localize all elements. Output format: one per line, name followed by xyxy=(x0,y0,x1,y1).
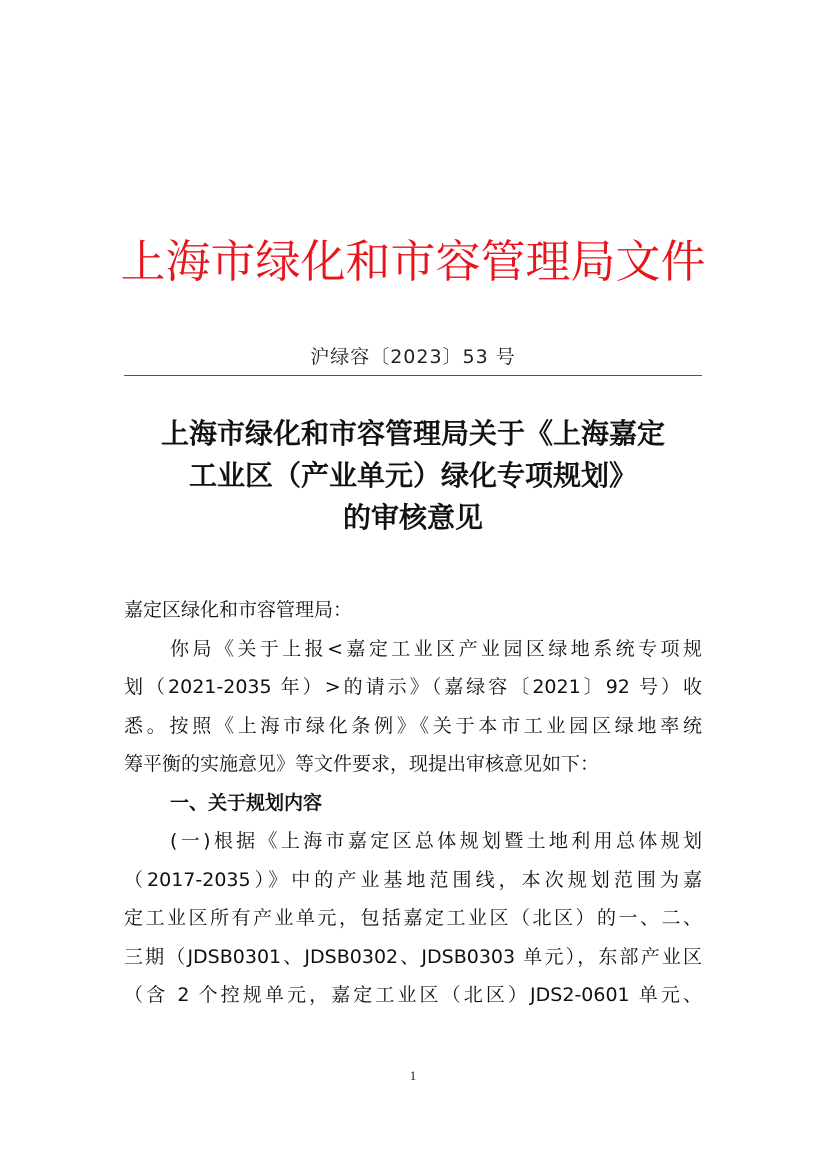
document-body xyxy=(124,591,702,1015)
paragraph-line: 悉。按照《上海市绿化条例》《关于本市工业园区绿地率统 xyxy=(124,714,702,737)
paragraph-line: （含 2 个控规单元，嘉定工业区（北区）JDS2-0601 单元、 xyxy=(124,984,702,1006)
paragraph-line: 划（2021-2035 年）>的请示》（嘉绿容〔2021〕92 号）收 xyxy=(124,676,702,698)
section-heading: 一、关于规划内容 xyxy=(170,791,323,814)
red-separator-line xyxy=(124,375,702,376)
title-line: 工业区（产业单元）绿化专项规划》 xyxy=(188,459,637,492)
page-number: 1 xyxy=(409,1068,417,1083)
document-number: 沪绿容〔2023〕53 号 xyxy=(310,346,516,368)
salutation: 嘉定区绿化和市容管理局： xyxy=(124,599,353,621)
paragraph-line: 你局《关于上报<嘉定工业区产业园区绿地系统专项规 xyxy=(170,637,702,660)
paragraph-line: （2017-2035）》中的产业基地范围线，本次规划范围为嘉 xyxy=(124,868,702,891)
document-title xyxy=(124,413,702,539)
paragraph-line: (一)根据《上海市嘉定区总体规划暨土地利用总体规划 xyxy=(170,830,702,852)
paragraph-line: 三期（JDSB0301、JDSB0302、JDSB0303 单元），东部产业区 xyxy=(124,945,702,968)
title-line: 上海市绿化和市容管理局关于《上海嘉定 xyxy=(160,417,665,450)
paragraph-line: 定工业区所有产业单元，包括嘉定工业区（北区）的一、二、 xyxy=(124,907,702,929)
paragraph-line: 筹平衡的实施意见》等文件要求，现提出审核意见如下： xyxy=(124,753,600,775)
title-line: 的审核意见 xyxy=(342,501,483,534)
issuing-authority-header: 上海市绿化和市容管理局文件 xyxy=(120,235,706,288)
